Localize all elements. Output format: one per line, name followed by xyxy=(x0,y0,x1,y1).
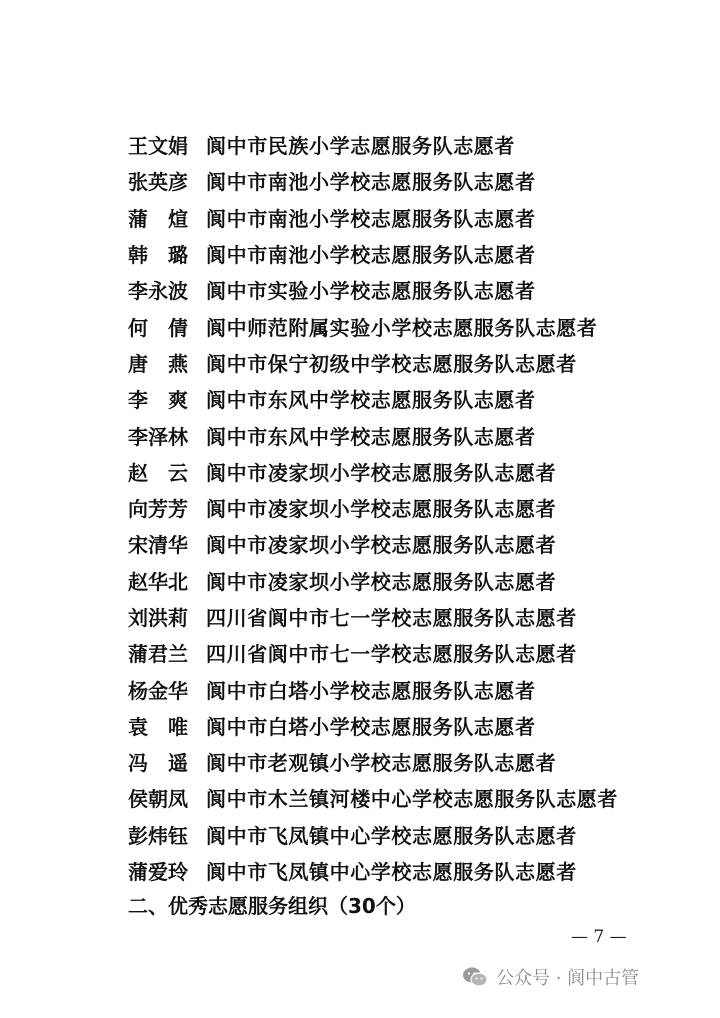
volunteer-name: 李永波 xyxy=(128,279,188,304)
volunteer-name: 韩璐 xyxy=(128,243,208,268)
volunteer-name: 李爽 xyxy=(128,388,208,413)
volunteer-affiliation: 阆中市白塔小学校志愿服务队志愿者 xyxy=(206,714,536,739)
volunteer-affiliation: 阆中市老观镇小学校志愿服务队志愿者 xyxy=(206,751,557,776)
volunteer-name: 侯朝凤 xyxy=(128,787,188,812)
volunteer-name: 李泽林 xyxy=(128,424,188,449)
volunteer-affiliation: 阆中师范附属实验小学校志愿服务队志愿者 xyxy=(206,315,598,340)
volunteer-name: 蒲煊 xyxy=(128,206,208,231)
volunteer-affiliation: 四川省阆中市七一学校志愿服务队志愿者 xyxy=(206,606,577,630)
list-item xyxy=(128,382,668,418)
volunteer-affiliation: 阆中市南池小学校志愿服务队志愿者 xyxy=(206,243,536,268)
volunteer-affiliation: 阆中市南池小学校志愿服务队志愿者 xyxy=(206,206,536,231)
page-number: — 7 — xyxy=(571,927,627,947)
list-item xyxy=(128,527,668,563)
volunteer-affiliation: 阆中市保宁初级中学校志愿服务队志愿者 xyxy=(206,351,577,376)
volunteer-name: 何倩 xyxy=(128,315,208,340)
list-item xyxy=(128,455,668,491)
list-item xyxy=(128,237,668,273)
volunteer-affiliation: 阆中市飞凤镇中心学校志愿服务队志愿者 xyxy=(206,860,577,885)
volunteer-affiliation: 阆中市飞凤镇中心学校志愿服务队志愿者 xyxy=(206,823,577,848)
volunteer-list xyxy=(128,128,668,890)
list-item xyxy=(128,418,668,454)
volunteer-affiliation: 阆中市东风中学校志愿服务队志愿者 xyxy=(206,388,536,413)
volunteer-affiliation: 阆中市白塔小学校志愿服务队志愿者 xyxy=(206,678,536,703)
list-item xyxy=(128,600,668,636)
list-item xyxy=(128,309,668,345)
list-item xyxy=(128,273,668,309)
volunteer-name: 王文娟 xyxy=(128,134,188,159)
list-item xyxy=(128,672,668,708)
list-item xyxy=(128,164,668,200)
volunteer-name: 赵云 xyxy=(128,460,208,485)
volunteer-name: 冯遥 xyxy=(128,751,208,776)
list-item xyxy=(128,128,668,164)
watermark xyxy=(462,964,639,990)
list-item xyxy=(128,745,668,781)
volunteer-affiliation: 阆中市民族小学志愿服务队志愿者 xyxy=(206,134,515,159)
volunteer-name: 刘洪莉 xyxy=(128,606,188,630)
volunteer-name: 杨金华 xyxy=(128,678,188,703)
volunteer-name: 唐燕 xyxy=(128,351,208,376)
list-item xyxy=(128,201,668,237)
volunteer-affiliation: 阆中市木兰镇河楼中心学校志愿服务队志愿者 xyxy=(206,787,618,812)
volunteer-name: 蒲君兰 xyxy=(128,642,188,667)
list-item xyxy=(128,854,668,890)
list-item xyxy=(128,709,668,745)
volunteer-name: 彭炜钰 xyxy=(128,823,188,848)
volunteer-affiliation: 阆中市凌家坝小学校志愿服务队志愿者 xyxy=(206,533,557,558)
watermark-text: 公众号 · 阆中古管 xyxy=(496,968,640,989)
list-item xyxy=(128,564,668,600)
volunteer-affiliation: 阆中市凌家坝小学校志愿服务队志愿者 xyxy=(206,569,557,594)
volunteer-affiliation: 阆中市凌家坝小学校志愿服务队志愿者 xyxy=(206,497,557,522)
volunteer-name: 宋清华 xyxy=(128,533,188,558)
volunteer-affiliation: 阆中市凌家坝小学校志愿服务队志愿者 xyxy=(206,460,557,485)
list-item xyxy=(128,491,668,527)
volunteer-name: 赵华北 xyxy=(128,569,188,594)
volunteer-name: 蒲爱玲 xyxy=(128,860,188,885)
volunteer-affiliation: 阆中市东风中学校志愿服务队志愿者 xyxy=(206,424,536,449)
volunteer-affiliation: 四川省阆中市七一学校志愿服务队志愿者 xyxy=(206,642,577,667)
section-heading: 二、优秀志愿服务组织（30个） xyxy=(128,894,416,918)
volunteer-affiliation: 阆中市实验小学校志愿服务队志愿者 xyxy=(206,279,536,304)
list-item xyxy=(128,636,668,672)
wechat-icon xyxy=(462,966,488,988)
volunteer-affiliation: 阆中市南池小学校志愿服务队志愿者 xyxy=(206,170,536,195)
list-item xyxy=(128,818,668,854)
list-item xyxy=(128,346,668,382)
volunteer-name: 袁唯 xyxy=(128,714,208,739)
volunteer-name: 张英彦 xyxy=(128,170,188,195)
list-item xyxy=(128,781,668,817)
volunteer-name: 向芳芳 xyxy=(128,497,188,522)
